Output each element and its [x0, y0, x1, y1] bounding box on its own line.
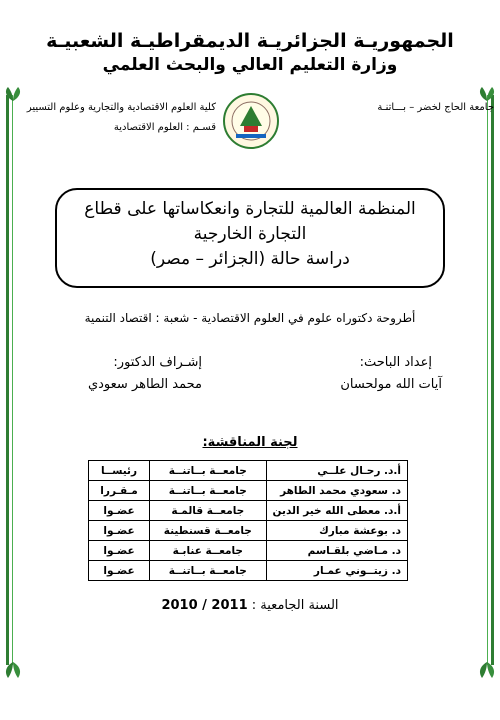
- table-row: [89, 481, 408, 501]
- member-name: د. مـاضي بلقـاسم: [266, 541, 407, 561]
- thesis-title-line2: التجارة الخارجية: [193, 224, 307, 244]
- member-name: د. سعودي محمد الطاهر: [266, 481, 407, 501]
- member-role: مـقـررا: [89, 481, 150, 501]
- leaf-ornament-left-top: [2, 85, 24, 103]
- leaf-ornament-right-bottom: [476, 660, 498, 682]
- university-name: جامعة الحاج لخضر – بـــاتنـة: [377, 102, 494, 113]
- committee-title: لجنة المناقشة:: [202, 435, 298, 450]
- member-role: عضـوا: [89, 521, 150, 541]
- republic-heading: الجمهوريـة الجزائريـة الديمقراطيـة الشعبيـة: [46, 30, 454, 52]
- member-name: د. زيتــوني عمـار: [266, 561, 407, 581]
- supervisor-label: إشـراف الدكتور:: [113, 355, 202, 370]
- table-row: [89, 561, 408, 581]
- table-row: [89, 541, 408, 561]
- academic-year-value: 2010 / 2011: [161, 598, 248, 613]
- university-logo: [222, 92, 280, 150]
- academic-year: [0, 598, 500, 613]
- member-university: جامعــة عنابـة: [150, 541, 267, 561]
- member-role: عضـوا: [89, 501, 150, 521]
- right-frame-bar: [491, 95, 494, 665]
- thesis-title-line1: المنظمة العالمية للتجارة وانعكاساتها على قطاع: [84, 199, 416, 219]
- member-name: د. بوعشة مبارك: [266, 521, 407, 541]
- member-name: أ.د. معطى الله خير الدين: [266, 501, 407, 521]
- ministry-heading: وزارة التعليم العالي والبحث العلمي: [102, 55, 398, 75]
- department-name: قسـم : العلوم الاقتصادية: [113, 122, 216, 133]
- table-row: [89, 501, 408, 521]
- thesis-title-box: [55, 188, 445, 288]
- left-frame-line: [12, 95, 13, 665]
- thesis-title-line3: دراسة حالة (الجزائر – مصر): [150, 249, 350, 269]
- thesis-note: أطروحة دكتوراه علوم في العلوم الاقتصادية - شعبة : اقتصاد التنمية: [84, 311, 416, 325]
- leaf-ornament-right-top: [476, 85, 498, 103]
- member-role: رئيســا: [89, 461, 150, 481]
- member-role: عضـوا: [89, 541, 150, 561]
- preparer-name: آيات الله مولحسان: [340, 377, 442, 392]
- member-university: جامعــة بــاتنــة: [150, 461, 267, 481]
- left-frame-bar: [6, 95, 9, 665]
- member-university: جامعــة قالمـة: [150, 501, 267, 521]
- right-frame-line: [487, 95, 488, 665]
- faculty-name: كلية العلوم الاقتصادية والتجارية وعلوم التسيير: [26, 102, 216, 113]
- member-university: جامعــة بــاتنــة: [150, 561, 267, 581]
- member-university: جامعــة بــاتنــة: [150, 481, 267, 501]
- academic-year-label: السنة الجامعية :: [251, 598, 339, 613]
- table-row: [89, 521, 408, 541]
- member-name: أ.د. رحـال علــي: [266, 461, 407, 481]
- member-university: جامعــة قسنطينة: [150, 521, 267, 541]
- preparer-label: إعداد الباحث:: [359, 355, 432, 370]
- member-role: عضـوا: [89, 561, 150, 581]
- leaf-ornament-left-bottom: [2, 660, 24, 682]
- supervisor-name: محمد الطاهر سعودي: [87, 377, 202, 392]
- committee-table: [88, 460, 408, 581]
- table-row: [89, 461, 408, 481]
